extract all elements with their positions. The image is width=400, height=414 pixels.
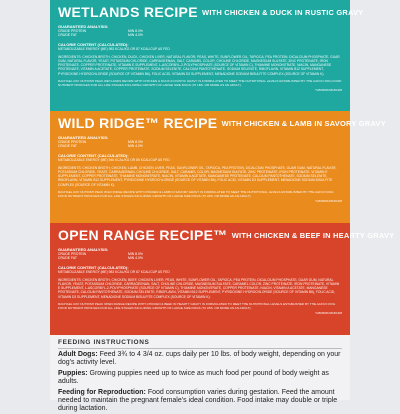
feeding-instructions <box>50 335 350 413</box>
guaranteed-analysis-heading: GUARANTEED ANALYSIS: <box>58 24 109 29</box>
aafco-statement: RACHAEL RAY NUTRISH PEAK WILD RIDGE RECIPE WITH CHICKEN & LAMB IN SAVORY GRAVY IS FORMULATED TO MEET THE NUTRITIONAL LEVELS ESTABLISHED BY THE AAFCO DOG FOOD NUTRIENT PROFILES FOR ALL LIFE STAGES INCLUDING GROWTH OF LARGE SIZE DOGS (70 LBS. OR MORE AS AN ADULT). <box>58 189 334 198</box>
analysis-row: CRUDE PROTEIN MIN 8.0% <box>58 140 143 144</box>
calorie-content: METABOLIZABLE ENERGY (ME) 983 KCAL/KG OR 87 KCAL/CUP AS FED <box>58 46 170 51</box>
calorie-heading: CALORIE CONTENT (CALCULATED): <box>58 152 129 158</box>
guaranteed-analysis-heading: GUARANTEED ANALYSIS: <box>58 135 109 140</box>
product-code: T280808108180408 <box>315 310 342 315</box>
feeding-puppies: Puppies: Growing puppies need up to twice as much food per pound of body weight as adults. <box>58 369 329 386</box>
product-code: T280808108180408 <box>315 198 342 203</box>
ingredients-text: INGREDIENTS: CHICKEN BROTH, CHICKEN, BEEF, CHICKEN LIVER, PEAS, WHITE, SUNFLOWER OIL, TAPIOCA, PEA PROTEIN, DICALCIUM PHOSPHATE, GUAR GUM, NATURAL FLAVOR, YEAST, POTASSIUM CHLORIDE, CARRAGEENAN, SALT, CHOLINE CHLORIDE, MAGNESIUM SULFATE, CARAMEL COLOR, ZINC PROTEINATE, IRON PROTEINATE, VITAMIN E SUPPLEMENT, L-ASCORBYL-2-POLYPHOSPHATE (SOURCE OF VITAMIN C), THIAMINE MONONITRATE, COPPER PROTEINATE, NIACIN, VITAMIN A ACETATE, MANGANESE PROTEINATE, CALCIUM PANTOTHENATE, SODIUM SELENITE, RIBOFLAVIN, VITAMIN B12 SUPPLEMENT, PYRIDOXINE HYDROCHLORIDE (SOURCE OF VITAMIN B6), FOLIC ACID, VITAMIN D3 SUPPLEMENT, MENADIONE SODIUM BISULFITE COMPLEX (SOURCE OF VITAMIN K). <box>58 277 340 299</box>
calorie-content: METABOLIZABLE ENERGY (ME) 946 KCAL/KG OR 85 KCAL/CUP AS FED <box>58 157 170 162</box>
ingredients-text: INGREDIENTS: CHICKEN BROTH, CHICKEN, LAMB, CHICKEN LIVER, PEAS, SUNFLOWER OIL, TAPIOCA, PEA PROTEIN, DICALCIUM PHOSPHATE, GUAR GUM, NATURAL FLAVOR, POTASSIUM CHLORIDE, YEAST, CARRAGEENAN, CHOLINE CHLORIDE, SALT, CARAMEL COLOR, MAGNESIUM SULFATE, ZINC PROTEINATE, IRON PROTEINATE, VITAMIN E SUPPLEMENT, COPPER PROTEINATE, THIAMINE MONONITRATE, NIACIN, VITAMIN A ACETATE, MANGANESE PROTEINATE, CALCIUM PANTOTHENATE, SODIUM SELENITE, RIBOFLAVIN, VITAMIN B12 SUPPLEMENT, PYRIDOXINE HYDROCHLORIDE (SOURCE OF VITAMIN B6), FOLIC ACID, VITAMIN D3 SUPPLEMENT, MENADIONE SODIUM BISULFITE COMPLEX (SOURCE OF VITAMIN K). <box>58 165 337 187</box>
recipe-title: WILD RIDGE™ RECIPE WITH CHICKEN & LAMB IN SAVORY GRAVY <box>58 115 386 131</box>
ingredient-label <box>50 0 395 413</box>
feeding-reproduction: Feeding for Reproduction: Food consumption varies during gestation. Feed the amount needed to maintain the pregnant female's ideal condition. Food intake may double or triple during lactation. <box>58 388 338 413</box>
recipe-subtitle: WITH CHICKEN & DUCK IN RUSTIC GRAVY <box>202 8 364 17</box>
aafco-statement: RACHAEL RAY NUTRISH PEAK OPEN RANGE RECIPE WITH CHICKEN & BEEF IN HEARTY GRAVY IS FORMULATED TO MEET THE NUTRITIONAL LEVELS ESTABLISHED BY THE AAFCO DOG FOOD NUTRIENT PROFILES FOR ALL LIFE STAGES INCLUDING GROWTH OF LARGE SIZE DOGS (70 LBS. OR MORE AS AN ADULT). <box>58 301 336 310</box>
aafco-statement: RACHAEL RAY NUTRISH PEAK WETLANDS RECIPE WITH CHICKEN & DUCK IN RUSTIC GRAVY IS FORMULATED TO MEET THE NUTRITIONAL LEVELS ESTABLISHED BY THE AAFCO DOG FOOD NUTRIENT PROFILES FOR ALL LIFE STAGES INCLUDING GROWTH OF LARGE SIZE DOGS (70 LBS. OR MORE AS AN ADULT). <box>58 78 342 87</box>
analysis-row: CRUDE PROTEIN MIN 8.0% <box>58 29 143 33</box>
recipe-section-open-range <box>50 223 395 335</box>
guaranteed-analysis-heading: GUARANTEED ANALYSIS: <box>58 247 109 252</box>
analysis-row: CRUDE FAT MIN 4.0% <box>58 256 143 261</box>
ingredients-text: INGREDIENTS: CHICKEN BROTH, CHICKEN, DUCK, CHICKEN LIVER, NATURAL FLAVOR, PEAS, WHITE, SUNFLOWER OIL, TAPIOCA, PEA PROTEIN, DICALCIUM PHOSPHATE, GUAR GUM, NATURAL FLAVOR, YEAST, POTASSIUM CHLORIDE, CARRAGEENAN, SALT, CARAMEL COLOR, CHOLINE CHLORIDE, MAGNESIUM SULFATE, ZINC PROTEINATE, IRON PROTEINATE, COPPER PROTEINATE, VITAMIN E SUPPLEMENT, L-ASCORBYL-2-POLYPHOSPHATE (SOURCE OF VITAMIN C), THIAMINE MONONITRATE, NIACIN, MANGANESE PROTEINATE, VITAMIN A ACETATE, COPPER PROTEINATE, SODIUM SELENITE, CALCIUM PANTOTHENATE, SODIUM SELENITE, RIBOFLAVIN, VITAMIN B12 SUPPLEMENT, PYRIDOXINE HYDROCHLORIDE (SOURCE OF VITAMIN B6), FOLIC ACID, VITAMIN D3 SUPPLEMENT, MENADIONE SODIUM BISULFITE COMPLEX (SOURCE OF VITAMIN K). <box>58 54 340 76</box>
analysis-row: CRUDE FAT MIN 4.0% <box>58 33 143 38</box>
product-code: T280808108180408 <box>315 87 342 92</box>
recipe-title: WETLANDS RECIPE WITH CHICKEN & DUCK IN RUSTIC GRAVY <box>58 4 364 20</box>
recipe-subtitle: WITH CHICKEN & LAMB IN SAVORY GRAVY <box>221 119 386 128</box>
calorie-heading: CALORIE CONTENT (CALCULATED): <box>58 264 129 270</box>
feeding-title: FEEDING INSTRUCTIONS <box>58 339 342 349</box>
recipe-title: OPEN RANGE RECIPE™ WITH CHICKEN & BEEF IN HEARTY GRAVY <box>58 227 395 243</box>
feeding-adult: Adult Dogs: Feed 3¾ to 4 3/4 oz. cups daily per 10 lbs. of body weight, depending on your dog's activity level. <box>58 351 341 367</box>
recipe-section-wild-ridge <box>50 111 386 223</box>
analysis-row: CRUDE PROTEIN MIN 8.0% <box>58 252 143 256</box>
calorie-heading: CALORIE CONTENT (CALCULATED): <box>58 41 129 47</box>
analysis-row: CRUDE FAT MIN 4.0% <box>58 144 143 149</box>
calorie-content: METABOLIZABLE ENERGY (ME) 983 KCAL/KG OR 87 KCAL/CUP AS FED <box>58 269 170 274</box>
recipe-subtitle: WITH CHICKEN & BEEF IN HEARTY GRAVY <box>231 231 395 240</box>
recipe-section-wetlands <box>50 0 364 111</box>
